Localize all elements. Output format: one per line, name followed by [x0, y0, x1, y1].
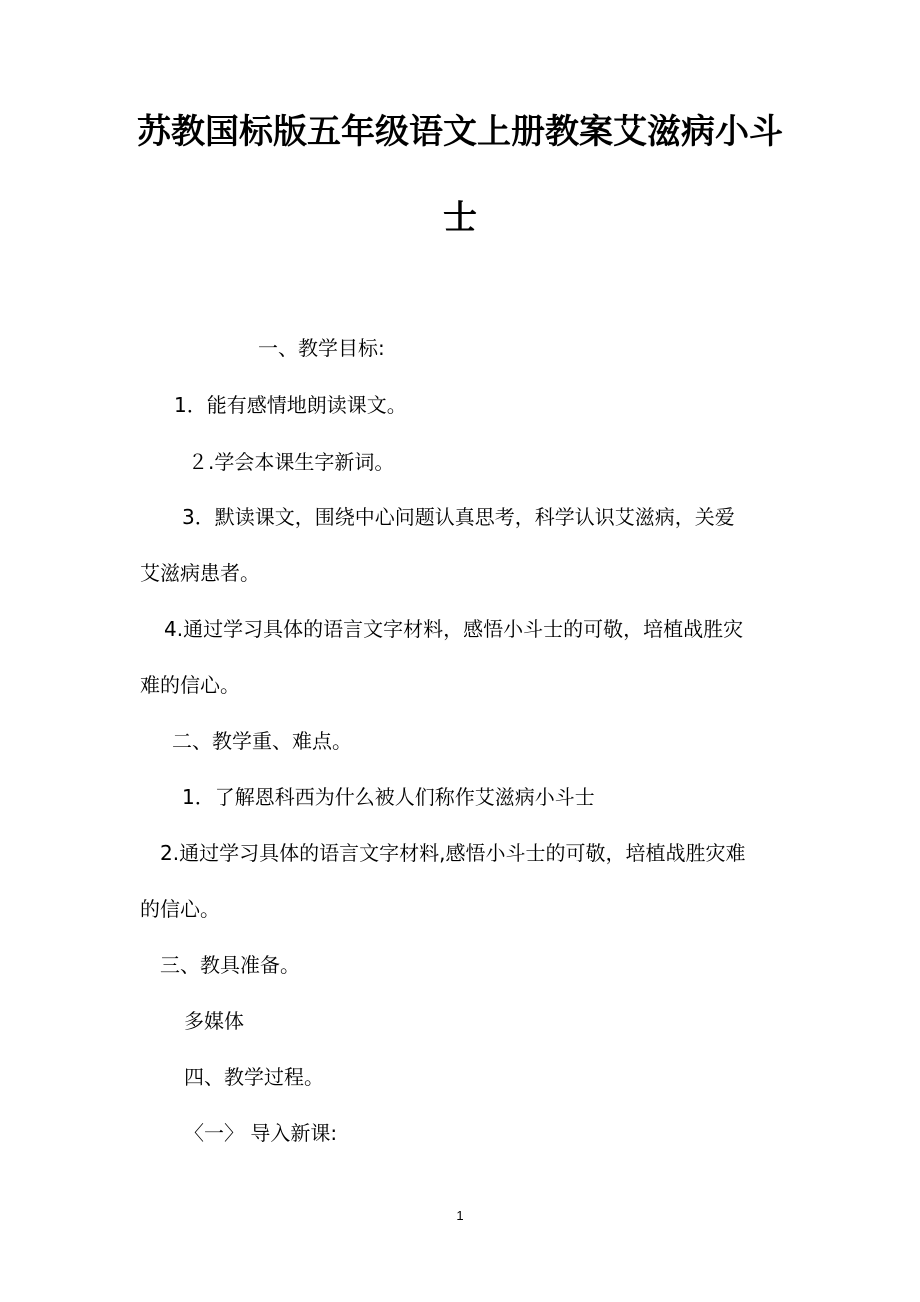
objective-item-3-continued: 艾滋病患者。 [140, 561, 260, 585]
objective-item-1: 1．能有感情地朗读课文。 [174, 393, 407, 417]
objective-item-2: ２.学会本课生字新词。 [188, 450, 395, 474]
process-step-1: 〈一〉 导入新课: [184, 1121, 338, 1145]
section-heading-materials: 三、教具准备。 [160, 953, 300, 977]
materials-item: 多媒体 [184, 1009, 244, 1033]
objective-item-4-continued: 难的信心。 [140, 673, 240, 697]
section-heading-key-points: 二、教学重、难点。 [172, 729, 352, 753]
key-point-item-2: 2.通过学习具体的语言文字材料,感悟小斗士的可敬，培植战胜灾难 [160, 841, 746, 865]
key-point-item-1: 1．了解恩科西为什么被人们称作艾滋病小斗士 [182, 785, 595, 809]
objective-item-4: 4.通过学习具体的语言文字材料，感悟小斗士的可敬，培植战胜灾 [164, 617, 744, 641]
section-heading-objectives: 一、教学目标: [258, 336, 385, 360]
document-title-line-2: 士 [443, 198, 477, 238]
document-title-line-1: 苏教国标版五年级语文上册教案艾滋病小斗 [137, 112, 783, 152]
objective-item-3: 3．默读课文，围绕中心问题认真思考，科学认识艾滋病，关爱 [182, 505, 735, 529]
section-heading-process: 四、教学过程。 [184, 1065, 324, 1089]
key-point-item-2-continued: 的信心。 [140, 897, 220, 921]
page-number: 1 [456, 1208, 464, 1223]
